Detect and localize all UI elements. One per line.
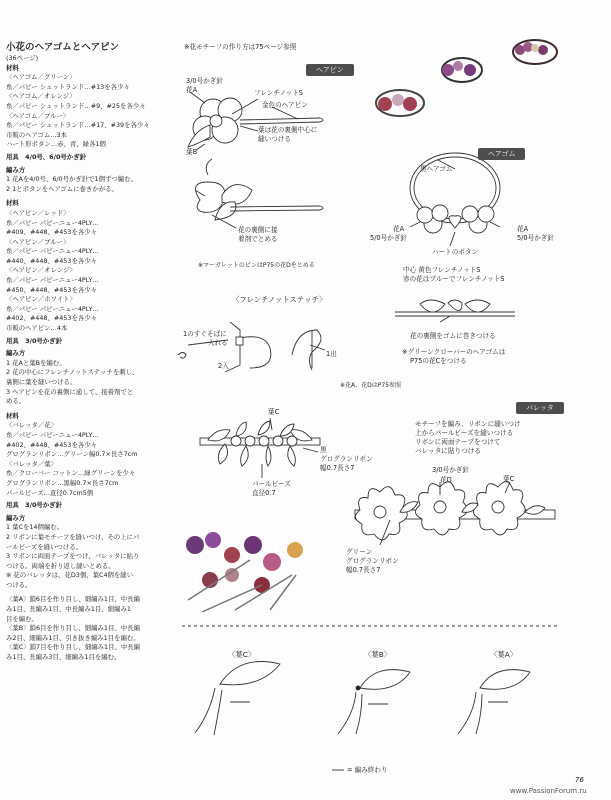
leaf-b-label: 葉B: [186, 148, 198, 156]
ribbon-size-label: 幅0.7長さ7: [320, 464, 355, 472]
page-title: 小花のヘアゴムとヘアピン: [6, 42, 119, 53]
sec2-line: める。: [6, 397, 26, 406]
ribbon-grosgrain-label: グログランリボン: [320, 455, 373, 463]
center-knot-note: 中心 黄色フレンチノットS: [403, 266, 481, 274]
barrette-desc-3: リボンに両面テープをつけて: [415, 438, 501, 446]
french-knot-step-1: 1のすぐそばに: [183, 330, 227, 338]
barrette-desc-1: モチーフを編み、リボンに縫いつけ: [415, 420, 521, 428]
sec3-line: #402、#448、#453を各少々: [6, 440, 98, 449]
sec1-line: 糸／パピー シェットランド…#17、#39を各少々: [6, 121, 150, 130]
sec1-line: 糸／パピー シェットランド…#9、#25を各少々: [6, 101, 146, 110]
barrette-section-tag: バレッタ: [516, 402, 564, 414]
sec3-line: ールビーズを縫いつける。: [6, 542, 82, 551]
sec1-line: 材料: [6, 63, 19, 72]
french-knot-step-1b: 入れる: [208, 339, 228, 347]
sec1-line: ハート形ボタン…赤、青、緑各1個: [6, 140, 106, 149]
barrette-hook-label: 3/0号かぎ針: [432, 466, 469, 474]
sec3-line: 〈バレッタ／花〉: [6, 421, 58, 430]
sec1-line: 〈ヘアゴム／ブルー〉: [6, 111, 70, 120]
sec2-line: 〈ヘアピン／レッド〉: [6, 208, 70, 217]
page-reference: (36ページ): [6, 54, 39, 62]
sec2-line: 糸／パピー パピーニュー4PLY…: [6, 276, 99, 285]
sec1-line: 糸／パピー シェットランド…#13を各少々: [6, 82, 130, 91]
sec4-line: 〈葉B〉鎖6目を作り目し、細編み1目、中長編: [6, 624, 140, 633]
sec2-line: #402、#448、#453を各少々: [6, 314, 98, 323]
sec3-line: 糸／クローバー コットン…緑グリーンを少々: [6, 469, 136, 478]
green-ribbon-size-label: 幅0.7長さ7: [346, 566, 381, 574]
french-knot-title: 〈フレンチノットステッチ〉: [232, 295, 327, 304]
page-number: 76: [575, 776, 584, 784]
sec3-line: グログランリボン…グリーン幅0.7×長さ7cm: [6, 450, 138, 459]
sec2-line: 糸／パピー パピーニュー4PLY…: [6, 247, 99, 256]
glue-note: 花の裏側に接: [238, 226, 278, 234]
sec4-line: 目を編む。: [6, 614, 38, 623]
sec4-line: み2目、細編み1目、引き抜き編み1目を編む。: [6, 633, 140, 642]
sec1-line: 編み方: [6, 165, 26, 174]
sec2-line: #409、#448、#453を各少々: [6, 228, 98, 237]
french-knot-2-in: 2入: [218, 362, 229, 370]
sec3-line: パールビーズ…直径0.7cm5個: [6, 488, 94, 497]
pearl-size-label: 直径0.7: [252, 489, 276, 497]
green-label: グリーン: [346, 548, 373, 556]
flower-a-left-label: 花A: [393, 225, 405, 233]
green-ribbon-label: グログランリボン: [346, 557, 399, 565]
sec2-line: 〈ヘアピン／ブルー〉: [6, 237, 70, 246]
hook-left-label: 5/0号かぎ針: [370, 234, 407, 242]
glue-note-2: 着剤でとめる: [238, 235, 278, 243]
sec3-line: 用具 3/0号かぎ針: [6, 501, 62, 510]
sec1-line: 〈ヘアゴム／オレンジ〉: [6, 92, 76, 101]
hairband-section-tag: ヘアゴム: [478, 148, 525, 160]
sec3-line: 3 リボンに両面テープをつけ、バレッタに貼り: [6, 552, 140, 561]
clover-note-2: P75の花Cをつける: [410, 357, 467, 365]
sec2-line: 2 花の中心にフレンチノットステッチを刺し、: [6, 368, 139, 377]
hairpin-photo: [186, 532, 303, 612]
sec2-line: 材料: [6, 199, 19, 208]
sec1-line: 〈ヘアゴム／グリーン〉: [6, 73, 76, 82]
sec2-line: 市販のヘアピン…4本: [6, 324, 68, 333]
wrap-note: 花の裏側をゴムに巻きつける: [410, 332, 496, 340]
ribbon-black-label: 黒: [320, 446, 327, 454]
gold-hairpin-label: 金色のヘアピン: [262, 101, 308, 109]
sec2-line: 〈ヘアピン／オレンジ〉: [6, 266, 76, 275]
leaf-c-label-2: 葉C: [503, 475, 515, 483]
hairpin-section-tag: ヘアピン: [306, 64, 354, 76]
hairband-photo: [376, 40, 557, 116]
french-knot-1-out: 1出: [326, 350, 337, 358]
sec2-line: 3 ヘアピンを花の裏側に通して、接着剤でと: [6, 387, 134, 396]
barrette-desc-2: 上からパールビーズを縫いつける: [415, 429, 514, 437]
flower-a-right-label: 花A: [517, 225, 529, 233]
sec2-line: #440、#448、#453を各少々: [6, 256, 98, 265]
flower-a-d-note: ※花A、花DはP75参照: [340, 382, 402, 389]
flower-d-label: 花D: [440, 476, 452, 484]
end-legend: = 編み終わり: [347, 766, 388, 774]
sec4-line: み1目、長編み3目、細編み1目を編む。: [6, 653, 121, 662]
leaf-a-chart-title: 〈葉A〉: [490, 650, 518, 659]
sec3-line: ※ 花のバレッタは、花D3個、葉C4個を縫い: [6, 571, 134, 580]
sec4-line: み1目、長編み1目、中長編み1目、細編み1: [6, 605, 131, 614]
black-hairband-label: 黒ヘアゴム: [420, 165, 453, 173]
heart-button-label: ハートのボタン: [432, 248, 479, 256]
sec2-line: 1 花Aと葉Bを編む。: [6, 358, 66, 367]
hook-right-label: 5/0号かぎ針: [517, 234, 554, 242]
clover-note: ※グリーンクローバーのヘアゴムは: [402, 348, 506, 356]
sec2-line: #450、#448、#453を各少々: [6, 285, 98, 294]
sec2-line: 糸／パピー パピーニュー4PLY…: [6, 304, 99, 313]
hook-size-label: 3/0号かぎ針: [186, 77, 223, 85]
sec2-line: 用具 3/0号かぎ針: [6, 336, 62, 345]
leaf-b-chart-title: 〈葉B〉: [364, 650, 392, 659]
watermark: www.PassionForum.ru: [510, 787, 587, 795]
sec4-line: 〈葉A〉鎖6目を作り目し、細編み1目、中長編: [6, 595, 140, 604]
center-knot-note-2: 赤の花はブルーでフレンチノットS: [403, 275, 505, 283]
flower-reference-note: ※花モチーフの作り方は75ページ参照: [184, 43, 297, 51]
sec1-line: 市販のヘアゴム…3本: [6, 130, 68, 139]
sec4-line: 〈葉C〉鎖7目を作り目し、細編み1目、中長編: [6, 643, 141, 652]
sec3-line: つける。両端を折り返し縫いとめる。: [6, 561, 115, 570]
french-knot-label: フレンチノットS: [254, 89, 303, 97]
sec1-line: 2 1とボタンをヘアゴムに巻きかがる。: [6, 184, 118, 193]
flower-a-label: 花A: [186, 86, 198, 94]
sec3-line: 編み方: [6, 513, 26, 522]
sec2-line: 編み方: [6, 349, 26, 358]
sec2-line: 糸／パピー パピーニュー4PLY…: [6, 218, 99, 227]
sec1-line: 用具 4/0号、6/0号かぎ針: [6, 152, 86, 161]
barrette-desc-4: バレッタに貼りつける: [415, 447, 481, 455]
sec3-line: 材料: [6, 411, 19, 420]
sec2-line: 〈ヘアピン／ホワイト〉: [6, 295, 76, 304]
leaf-c-chart-title: 〈葉C〉: [228, 650, 256, 659]
sec3-line: つける。: [6, 580, 32, 589]
sec3-line: 糸／パピー パピーニュー4PLY…: [6, 430, 99, 439]
sec3-line: 2 リボンに葉モチーフを縫いつけ、その上にパ: [6, 532, 140, 541]
sec1-line: 1 花Aを4/0号、6/0号かぎ針で1個ずつ編む。: [6, 175, 137, 184]
sec3-line: グログランリボン…黒幅0.7×長さ7cm: [6, 478, 119, 487]
leaf-c-label: 葉C: [268, 408, 280, 416]
sec3-line: 〈バレッタ／葉〉: [6, 459, 58, 468]
sec2-line: 裏側に葉を縫いつける。: [6, 378, 77, 386]
leaf-sew-note: 葉は花の裏側中心に: [258, 126, 318, 134]
margaret-note: ※マーガレットのピンはP75の花Dをとめる: [198, 262, 315, 269]
sec3-line: 1 葉Cを14個編む。: [6, 523, 64, 532]
leaf-sew-note-2: 縫いつける: [258, 135, 291, 143]
pearl-label: パールビーズ: [252, 480, 291, 488]
